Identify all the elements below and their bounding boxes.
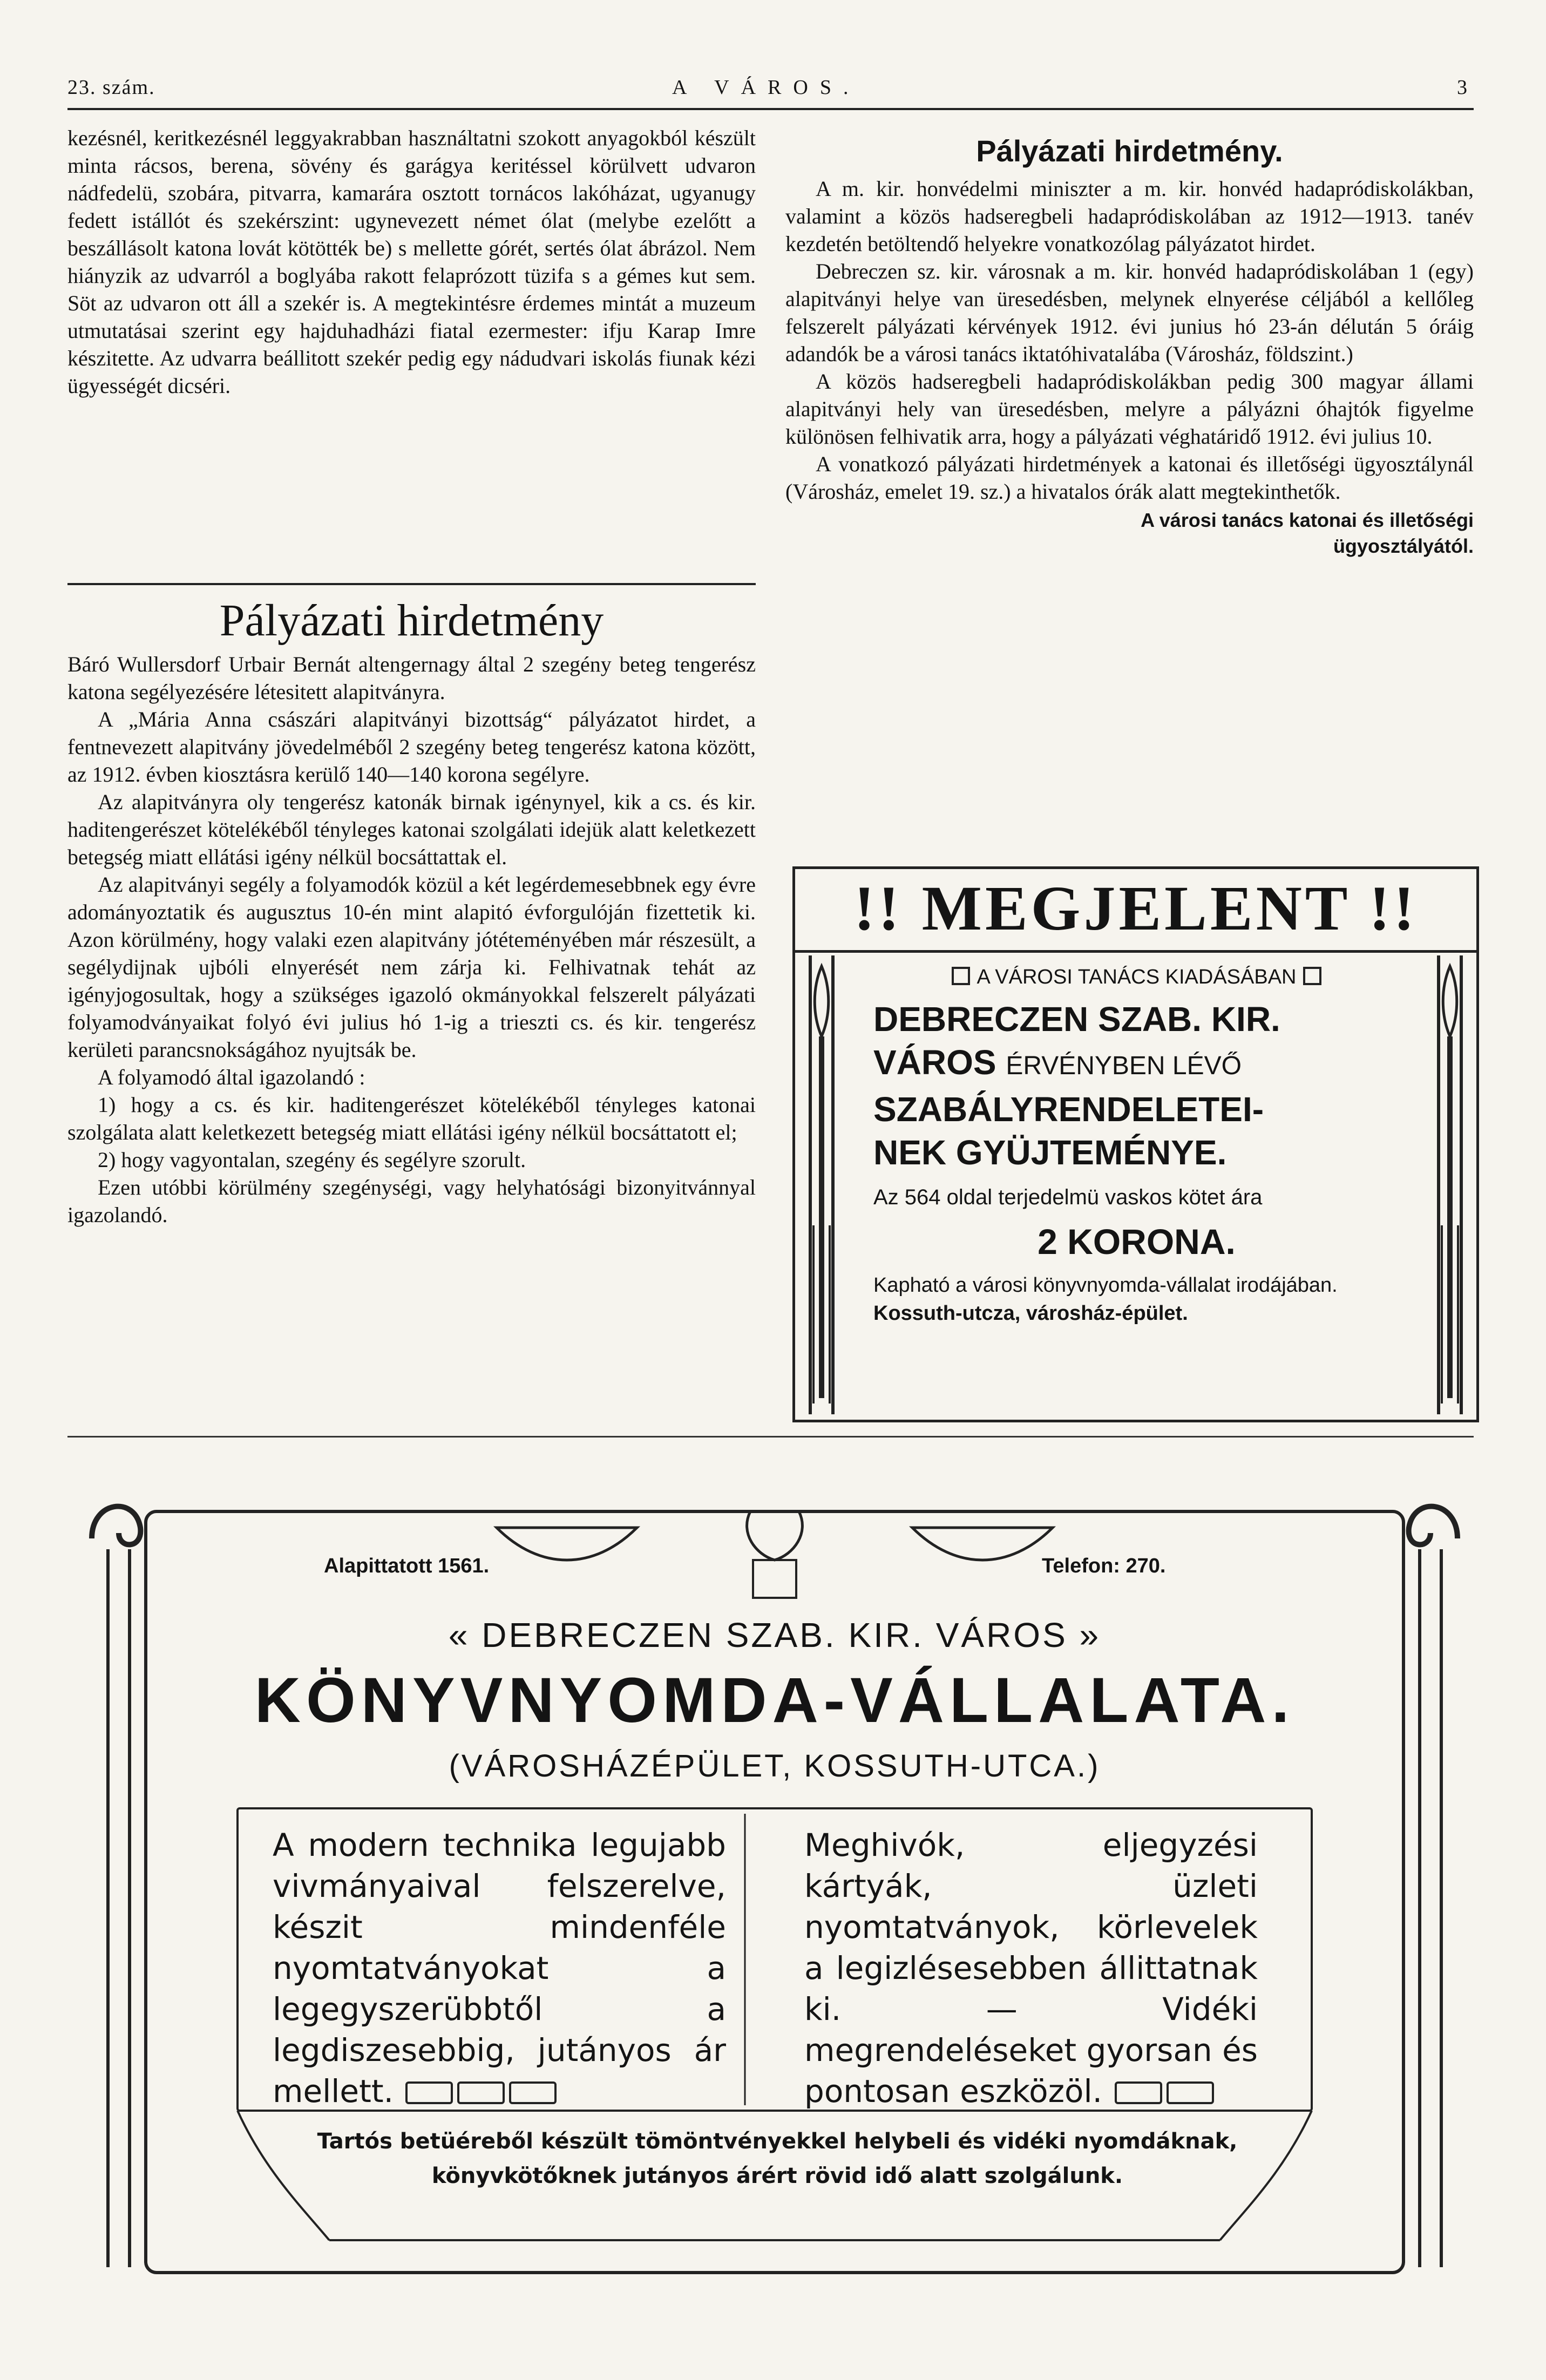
publisher-line bbox=[873, 962, 1400, 992]
ornament-icon bbox=[405, 2081, 453, 2104]
ad-company-name: KÖNYVNYOMDA-VÁLLALATA. bbox=[254, 1665, 1295, 1736]
right-ornament-icon bbox=[1434, 955, 1466, 1414]
founded-year: Alapittatott 1561. bbox=[324, 1555, 490, 1577]
book-title-line-4: NEK GYÜJTEMÉNYE. bbox=[873, 1133, 1227, 1172]
ad-right-text bbox=[804, 1825, 1258, 2112]
right-article-title: Pályázati hirdetmény. bbox=[976, 134, 1283, 168]
ad-left-text bbox=[273, 1825, 726, 2112]
ornament-icon bbox=[1115, 2081, 1162, 2104]
square-bullet-icon bbox=[1303, 967, 1321, 985]
publisher-text: A VÁROSI TANÁCS KIADÁSÁBAN bbox=[977, 966, 1297, 988]
left-announcement-p2: A „Mária Anna császári alapitványi bizottság“ pályázatot hirdet, a fentnevezett alapitvány jövedelméből 2 szegény beteg tengerész katona között, az 1912. évben kiosztásra kerülő 140—140 korona segélyre. bbox=[67, 707, 756, 786]
availability-place: Kapható a városi könyvnyomda-vállalat irodájában. bbox=[873, 1274, 1338, 1297]
ad-left-copy: A modern technika legujabb vivmányaival felszerelve, készit mindenféle nyomtatványokat a legegyszerübbtől a legdiszesebbig, jutányos ár mellett. bbox=[273, 1827, 726, 2110]
issue-number: 23. szám. bbox=[67, 76, 155, 99]
right-paragraph-3: A közös hadseregbeli hadapródiskolákban pedig 300 magyar állami alapitványi hely van üresedésben, melyre a pályázni óhajtók figyelme különösen felhivatik arra, hogy a pályázati véghatáridő 1912. évi julius 10. bbox=[785, 369, 1474, 449]
publication-announcement-box bbox=[792, 866, 1479, 1422]
left-announcement-p7: 2) hogy vagyontalan, szegény és segélyre szorult. bbox=[98, 1148, 526, 1172]
left-ornament-icon bbox=[806, 955, 837, 1414]
left-announcement-p3: Az alapitványra oly tengerész katonák birnak igénynyel, kik a cs. és kir. haditengerészet kötelékéből tényleges katonai szolgálati idejük alatt keletkezett betegség miatt ellátási igény nélkül bocsáttattak el. bbox=[67, 790, 756, 869]
left-announcement-p4: Az alapitványi segély a folyamodók közül a két legérdemesebbnek egy évre adományoztatik és augusztus 10-én mint alapitó évforgulóján fizettetik ki. Azon körülmény, hogy valaki ezen alapitvány jótéteményében már részesült, a segélydijnak ujbóli elnyerését nem zárja ki. Felhivatnak tehát az igényjogosultak, hogy a szükséges igazoló okmányokkal felszerelt pályázati folyamodványaikat folyó évi julius hó 1-ig a trieszti cs. és kir. tengerész kerületi parancsnokságához nyujtsák be. bbox=[67, 872, 756, 1062]
book-title-valid: ÉRVÉNYBEN LÉVŐ bbox=[1006, 1052, 1242, 1080]
box-divider bbox=[795, 950, 1476, 953]
ornament-icon bbox=[457, 2081, 505, 2104]
right-column-announcement bbox=[785, 130, 1474, 559]
signature-line-2: ügyosztályától. bbox=[1333, 535, 1474, 557]
signature-line-1: A városi tanács katonai és illetőségi bbox=[1141, 509, 1474, 531]
telephone: Telefon: 270. bbox=[1042, 1555, 1166, 1577]
book-title-line-3: SZABÁLYRENDELETEI- bbox=[873, 1090, 1264, 1129]
ad-right-copy: Meghivók, eljegyzési kártyák, üzleti nyomtatványok, körlevelek a legizlésesebben állittatnak ki. — Vidéki megrendeléseket gyorsan és pontosan eszközöl. bbox=[804, 1827, 1258, 2110]
ad-city-text: DEBRECZEN SZAB. KIR. VÁROS bbox=[482, 1616, 1068, 1655]
left-announcement-p8: Ezen utóbbi körülmény szegénységi, vagy helyhatósági bizonyitvánnyal igazolandó. bbox=[67, 1175, 756, 1227]
page-number: 3 bbox=[1457, 76, 1468, 99]
book-price-text: Az 564 oldal terjedelmü vaskos kötet ára bbox=[873, 1185, 1263, 1209]
book-price: 2 KORONA. bbox=[1038, 1222, 1236, 1262]
printing-house-advertisement bbox=[76, 1490, 1474, 2289]
ornament-icon bbox=[1167, 2081, 1214, 2104]
left-paragraph-1: kezésnél, keritkezésnél leggyakrabban használtatni szokott anyagokból készült minta rácsos, berena, sövény és garágya keritéssel körülvett udvaron nádfedelü, szobára, pitvarra, kamarára osztott tornácos lakóházat, ugyanugy fedett istállót és szekérszint: ugynevezett német ólat (melybe ezelőtt a beszállásolt katona lovát kötötték be) s mellette górét, sertés ólat ábrázol. Nem hiányzik az udvarról a boglyába rakott felaprózott tüzifa s a gémes kut sem. Söt az udvaron ott áll a szekér is. A megtekintésre érdemes mintát a muzeum utmutatásai szerint egy hajduhadházi fiatal ezermester: ifju Karap Imre készitette. Az udvarra beállitott szekér pedig egy nádudvari iskolás fiunak kézi ügyességét dicséri. bbox=[67, 126, 756, 398]
newspaper-title: A VÁROS. bbox=[672, 76, 860, 99]
book-title-line-2 bbox=[873, 1041, 1400, 1088]
ad-address: (VÁROSHÁZÉPÜLET, KOSSUTH-UTCA.) bbox=[449, 1748, 1101, 1784]
right-paragraph-2: Debreczen sz. kir. városnak a m. kir. honvéd hadapródiskolában 1 (egy) alapitványi helye van üresedésben, melynek elnyerése céljából a kellőleg felszerelt pályázati kérvények 1912. évi junius hó 23-án délután 5 óráig adandók be a városi tanács iktatóhivatalába (Városház, földszint.) bbox=[785, 259, 1474, 366]
megjelent-content bbox=[873, 962, 1400, 1327]
left-column-article bbox=[67, 124, 756, 399]
page-header bbox=[67, 76, 1474, 110]
availability-text bbox=[873, 1271, 1400, 1327]
right-paragraph-1: A m. kir. honvédelmi miniszter a m. kir. honvéd hadapródiskolákban, valamint a közös hadseregbeli hadapródiskolában az 1912—1913. tanév kezdetén betöltendő helyekre vonatkozólag pályázatot hirdet. bbox=[785, 177, 1474, 256]
section-divider bbox=[67, 1436, 1474, 1438]
ad-city-line: « DEBRECZEN SZAB. KIR. VÁROS » bbox=[448, 1616, 1101, 1655]
megjelent-title: !! MEGJELENT !! bbox=[853, 873, 1418, 944]
left-announcement-p6: 1) hogy a cs. és kir. haditengerészet kötelékéből tényleges katonai szolgálata alatt keletkezett betegség miatt ellátási igény nélkül bocsáttatott el; bbox=[67, 1093, 756, 1144]
square-bullet-icon bbox=[952, 967, 970, 985]
availability-address: Kossuth-utcza, városház-épület. bbox=[873, 1302, 1188, 1325]
right-paragraph-4: A vonatkozó pályázati hirdetmények a katonai és illetőségi ügyosztálynál (Városház, emelet 19. sz.) a hivatalos órák alatt megtekinthetők. bbox=[785, 452, 1474, 504]
book-title-line-1: DEBRECZEN SZAB. KIR. bbox=[873, 1000, 1280, 1039]
left-column-announcement bbox=[67, 650, 756, 1229]
book-title-city: VÁROS bbox=[873, 1043, 996, 1082]
left-announcement-p5: A folyamodó által igazolandó : bbox=[98, 1065, 365, 1089]
left-divider bbox=[67, 583, 756, 585]
ad-bottom-text: Tartós betüéreből készült tömöntvényekkel helybeli és vidéki nyomdáknak, könyvkötőknek jutányos árért rövid idő alatt szolgálunk. bbox=[317, 2129, 1238, 2188]
left-announcement-intro: Báró Wullersdorf Urbair Bernát altengernagy által 2 szegény beteg tengerész katona segélyezésére létesitett alapitványra. bbox=[67, 652, 756, 704]
ornament-icon bbox=[509, 2081, 557, 2104]
left-article-title: Pályázati hirdetmény bbox=[219, 595, 604, 646]
